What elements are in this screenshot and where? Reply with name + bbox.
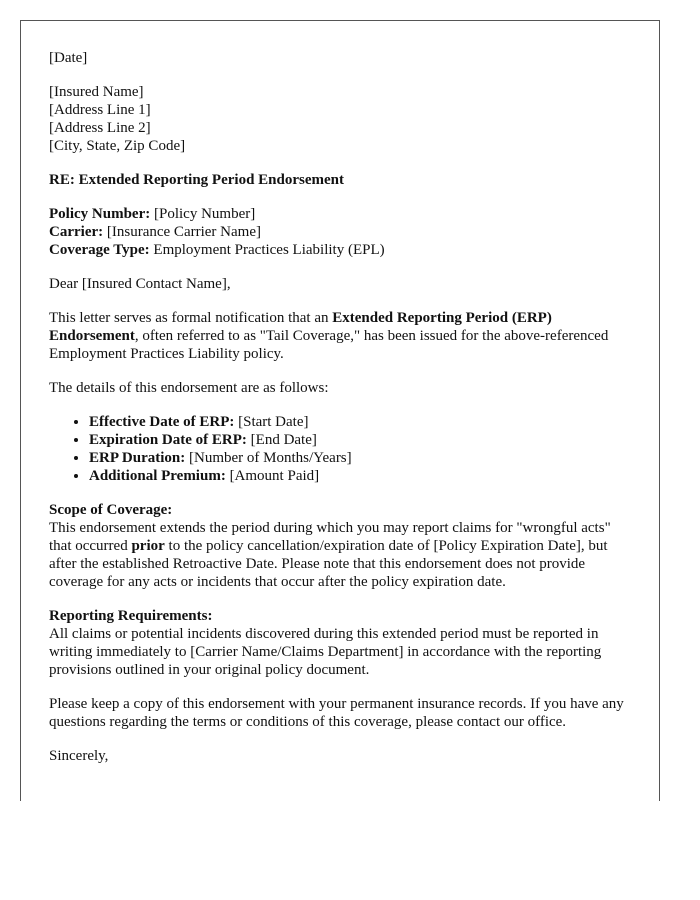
recipient-name: [Insured Name]	[49, 84, 144, 100]
policy-number-label: Policy Number:	[49, 206, 151, 222]
intro-bold-text: Extended Reporting Period (ERP) Endorsement	[49, 310, 552, 344]
letter-page	[20, 20, 660, 801]
scope-text-2: to the policy cancellation/expiration date of [Policy Expiration Date], but after the established Retroactive Date. Please note that this endorsement does not provide coverage for any acts or incidents that occur after the policy expiration date.	[49, 538, 608, 590]
scope-text-1: This endorsement extends the period during which you may report claims for "wrongful acts" that occurred	[49, 520, 611, 554]
details-intro: The details of this endorsement are as follows:	[49, 380, 329, 396]
letter-date: [Date]	[49, 50, 88, 66]
details-value: [End Date]	[246, 432, 317, 448]
scope-bold-text: prior	[131, 538, 165, 554]
details-item-expiration-date	[89, 431, 631, 449]
details-label: Effective Date of ERP:	[89, 414, 235, 430]
scope-heading: Scope of Coverage:	[49, 502, 173, 518]
details-item-effective-date	[89, 413, 631, 431]
intro-text-2: , often referred to as "Tail Coverage," has been issued for the above-referenced Employment Practices Liability policy.	[49, 328, 609, 362]
recipient-address	[49, 83, 631, 155]
reporting-section	[49, 607, 631, 679]
intro-text-1: This letter serves as formal notification that an	[49, 310, 333, 326]
subject-line	[49, 171, 631, 189]
recipient-city-state-zip: [City, State, Zip Code]	[49, 138, 186, 154]
details-item-premium	[89, 467, 631, 485]
closing-note: Please keep a copy of this endorsement with your permanent insurance records. If you have any questions regarding the terms or conditions of this coverage, please contact our office.	[49, 696, 624, 730]
coverage-type-row	[49, 241, 631, 259]
recipient-address-line-2: [Address Line 2]	[49, 120, 151, 136]
coverage-type-label: Coverage Type:	[49, 242, 150, 258]
policy-info	[49, 205, 631, 259]
details-value: [Start Date]	[234, 414, 309, 430]
scope-section	[49, 501, 631, 591]
signoff: Sincerely,	[49, 748, 109, 764]
details-item-duration	[89, 449, 631, 467]
coverage-type-value: Employment Practices Liability (EPL)	[149, 242, 385, 258]
recipient-address-line-1: [Address Line 1]	[49, 102, 151, 118]
details-label: Expiration Date of ERP:	[89, 432, 247, 448]
policy-number-row	[49, 205, 631, 223]
carrier-row	[49, 223, 631, 241]
details-list	[49, 413, 631, 485]
details-value: [Amount Paid]	[225, 468, 320, 484]
greeting: Dear [Insured Contact Name],	[49, 276, 231, 292]
details-label: ERP Duration:	[89, 450, 186, 466]
carrier-label: Carrier:	[49, 224, 104, 240]
carrier-value: [Insurance Carrier Name]	[103, 224, 261, 240]
intro-paragraph	[49, 309, 631, 363]
reporting-text: All claims or potential incidents discovered during this extended period must be reported in writing immediately to [Carrier Name/Claims Department] in accordance with the reporting provisions outlined in your original policy document.	[49, 626, 602, 678]
policy-number-value: [Policy Number]	[150, 206, 256, 222]
subject-text: RE: Extended Reporting Period Endorsement	[49, 172, 344, 188]
details-label: Additional Premium:	[89, 468, 226, 484]
details-value: [Number of Months/Years]	[185, 450, 352, 466]
reporting-heading: Reporting Requirements:	[49, 608, 213, 624]
